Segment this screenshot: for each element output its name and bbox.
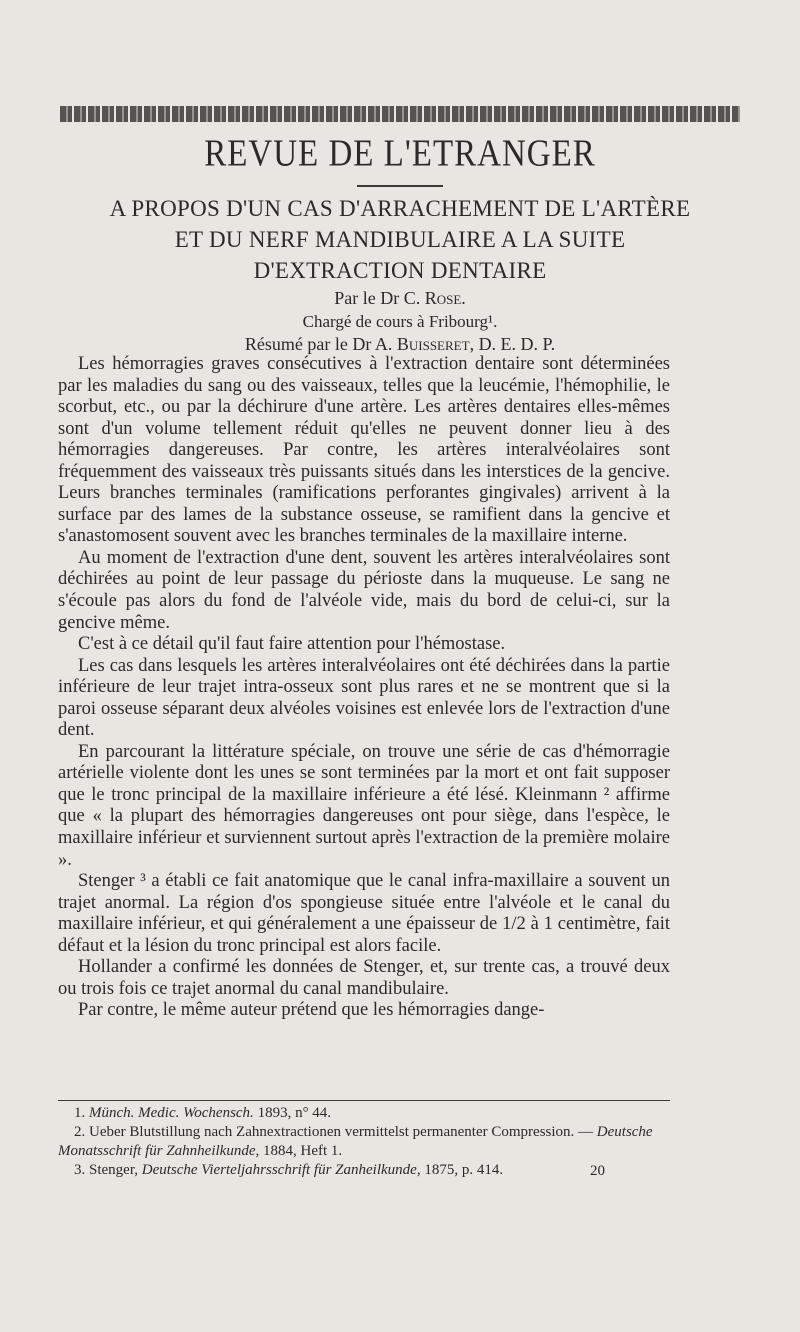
affiliation-line: Chargé de cours à Fribourg¹. — [302, 312, 498, 331]
body-paragraph: Les hémorragies graves consécutives à l'extraction dentaire sont déterminées par les maladies du sang ou des vaisseaux, telles que la leucémie, l'hémophilie, le scorbut, etc., ou par la déchirure d'une artère. Les artères dentaires elles-mêmes sont d'un volume tellement réduit qu'elles ne peuvent donner lieu à des hémorragies dangereuses. Par contre, les artères interalvéolaires sont fréquemment des vaisseaux très puissants situés dans les interstices de la gencive. Leurs branches terminales (ramifications perforantes gingivales) arrivent à la surface par des lames de la substance osseuse, se ramifient dans la gencive et s'anastomosent souvent avec les branches terminales de la maxillaire interne. — [58, 354, 670, 547]
footnote: 3. Stenger, Deutsche Vierteljahrsschrift für Zanheilkunde, 1875, p. 414. — [74, 1162, 504, 1178]
author-line: Par le Dr C. Rose. — [334, 288, 466, 308]
body-paragraph: C'est à ce détail qu'il faut faire attention pour l'hémostase. — [78, 634, 506, 655]
title-rule — [357, 185, 443, 187]
body-paragraph: Stenger ³ a établi ce fait anatomique que le canal infra-maxillaire a souvent un trajet anormal. La région d'os spongieuse située entre l'alvéole et le canal du maxillaire inférieur, et qui généralement a une épaisseur de 1/2 à 1 centimètre, fait défaut et la lésion du tronc principal est alors facile. — [58, 871, 670, 956]
body-paragraph: Par contre, le même auteur prétend que les hémorragies dange- — [78, 1000, 545, 1021]
body-paragraph: En parcourant la littérature spéciale, on trouve une série de cas d'hémorragie artérielle violente dont les unes se sont terminées par la mort et ont fait supposer que le tronc principal de la maxillaire inférieure a été lésé. Kleinmann ² affirme que « la plupart des hémorragies dangereuses ont pour siège, dans l'espèce, le maxillaire inférieur et surviennent surtout après l'extraction de la première molaire ». — [58, 741, 670, 870]
article-body — [58, 354, 670, 1022]
page-number: 20 — [590, 1163, 605, 1179]
author-name: Rose — [424, 288, 462, 308]
footnote: 2. Ueber Blutstillung nach Zahnextractionen vermittelst permanenter Compression. — Deutsche Monatsschrift für Zahnheilkunde, 1884, Heft 1. — [58, 1124, 653, 1159]
footnote-rule — [58, 1100, 670, 1101]
body-paragraph: Les cas dans lesquels les artères interalvéolaires ont été déchirées dans la partie inférieure de leur trajet intra-osseux sont plus rares et ne se montrent que si la paroi osseuse séparant deux alvéoles voisines est enlevée lors de l'extraction d'une dent. — [58, 655, 670, 741]
article-title-line: D'EXTRACTION DENTAIRE — [253, 258, 547, 283]
body-paragraph: Au moment de l'extraction d'une dent, souvent les artères interalvéolaires sont déchirées au point de leur passage du périoste dans la muqueuse. Le sang ne s'écoule pas alors du fond de l'alvéole vide, mais du bord de celui-ci, sur la gencive même. — [58, 547, 670, 633]
footnotes — [58, 1104, 670, 1180]
article-title — [40, 193, 760, 286]
summarizer-name: Buisseret — [396, 334, 470, 354]
section-title: REVUE DE L'ETRANGER — [204, 133, 596, 175]
article-title-line: A PROPOS D'UN CAS D'ARRACHEMENT DE L'ARTÈRE — [109, 196, 691, 221]
summary-line: Résumé par le Dr A. Buisseret, D. E. D. P. — [244, 334, 556, 354]
body-paragraph: Hollander a confirmé les données de Stenger, et, sur trente cas, a trouvé deux ou trois fois ce trajet anormal du canal mandibulaire. — [58, 957, 670, 999]
decorative-ornament-band — [60, 106, 740, 122]
footnote: 1. Münch. Medic. Wochensch. 1893, n° 44. — [74, 1105, 332, 1121]
article-title-line: ET DU NERF MANDIBULAIRE A LA SUITE — [174, 227, 626, 252]
